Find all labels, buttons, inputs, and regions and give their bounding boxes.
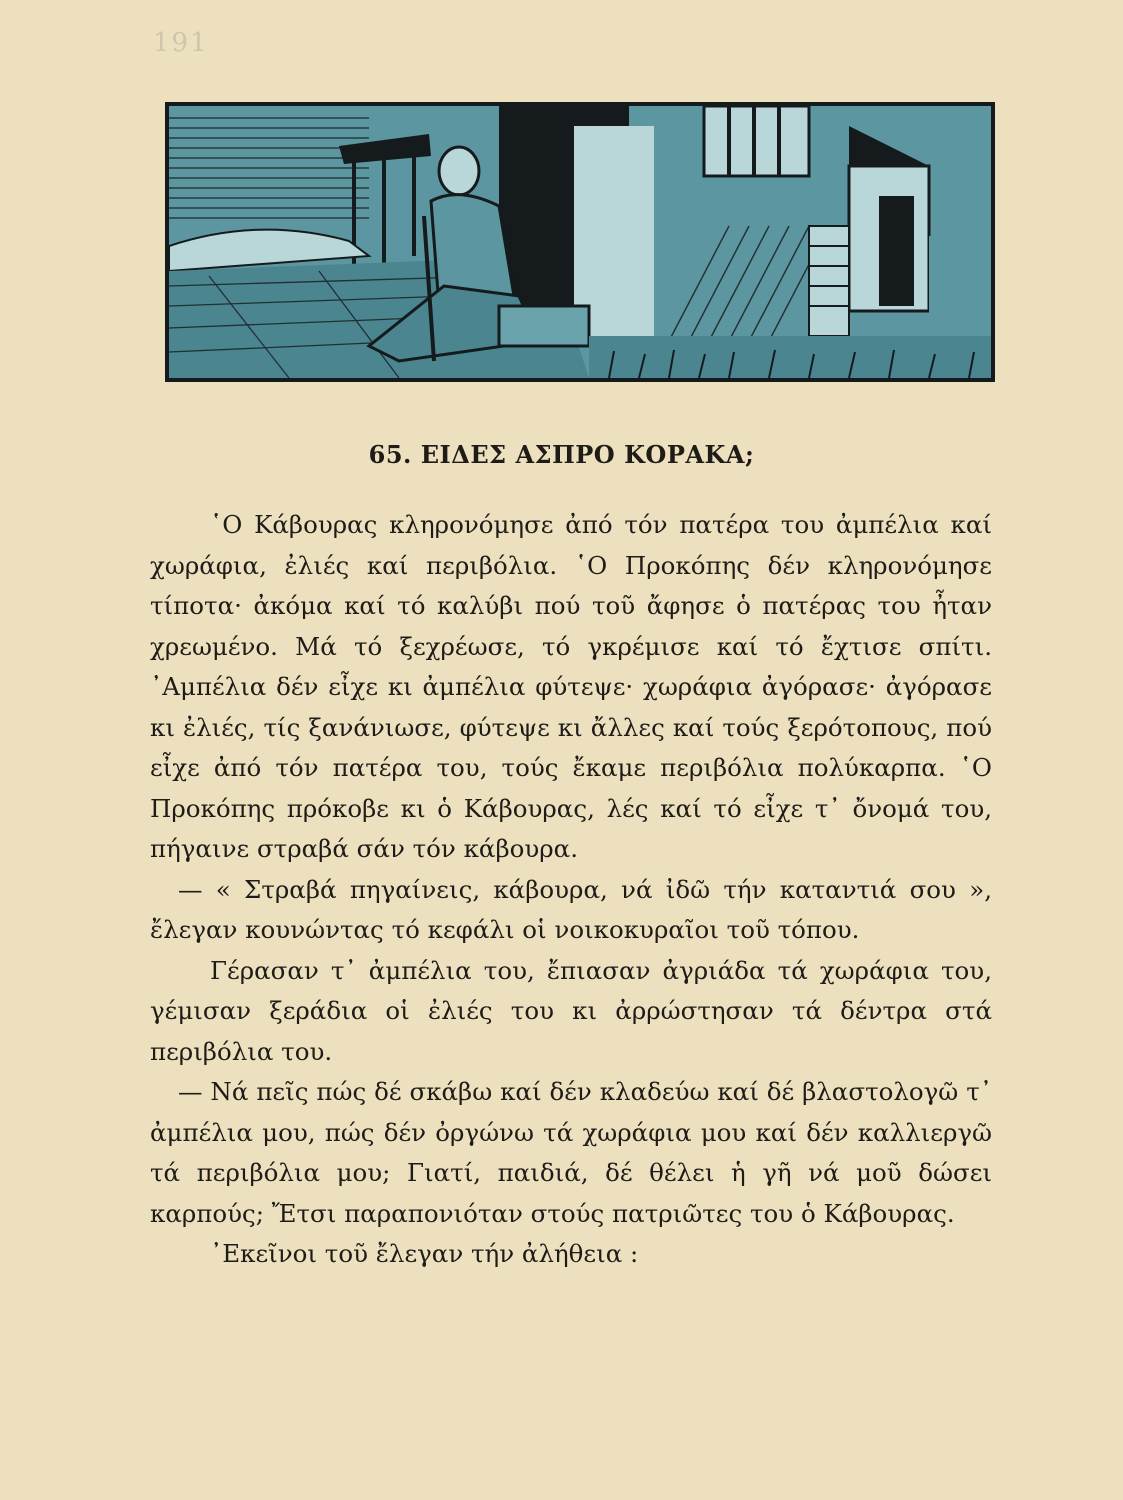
- small-roof: [849, 126, 929, 166]
- paragraph: ᾿Εκεῖνοι τοῦ ἔλεγαν τήν ἀλήθεια :: [210, 1239, 639, 1268]
- body-text: [150, 505, 992, 1275]
- paragraph: ῾Ο Κάβουρας κληρονόμησε ἀπό τόν πατέρα του ἀμπέλια καί χωράφια, ἐλιές καί περιβόλια. ῾Ο Προκόπης δέν κληρονόμησε τίποτα· ἀκόμα καί τό καλύβι πού τοῦ ἄφησε ὁ πατέρας του ἦταν χρεωμένο. Μά τό ξεχρέωσε, τό γκρέμισε καί τό ἔχτισε σπίτι. ᾿Αμπέλια δέν εἶχε κι ἀμπέλια φύτεψε· χωράφια ἀγόρασε· ἀγόρασε κι ἐλιές, τίς ξανάνιωσε, φύτεψε κι ἄλλες καί τούς ξερότοπους, πού εἶχε ἀπό τόν πατέρα του, τούς ἔκαμε περιβόλια πολύκαρπα. ῾Ο Προκόπης πρόκοβε κι ὁ Κάβουρας, λές καί τό εἶχε τ᾿ ὄνομά του, πήγαινε στραβά σάν τόν κάβουρα.: [150, 510, 992, 863]
- right-field: [929, 236, 991, 346]
- dialogue-paragraph: — « Στραβά πηγαίνεις, κάβουρα, νά ἰδῶ τήν καταντιά σου », ἔλεγαν κουνώντας τό κεφάλι οἱ νοικοκυραῖοι τοῦ τόπου.: [150, 874, 992, 944]
- woodcut-illustration: [165, 102, 995, 382]
- page-number: 191: [153, 28, 209, 58]
- paragraph: Γέρασαν τ᾿ ἀμπέλια του, ἔπιασαν ἀγριάδα τά χωράφια του, γέμισαν ξεράδια οἱ ἐλιές του κι ἀρρώστησαν τά δέντρα στά περιβόλια του.: [150, 955, 992, 1066]
- brick-wall: [809, 226, 849, 336]
- woodcut-scene: [169, 106, 991, 378]
- small-door: [879, 196, 914, 306]
- sky-hatching: [169, 118, 369, 218]
- window: [704, 106, 809, 176]
- dialogue-paragraph: — Νά πεῖς πώς δέ σκάβω καί δέν κλαδεύω καί δέ βλαστολογῶ τ᾿ ἀμπέλια μου, πώς δέν ὀργώνω τά χωράφια μου καί δέν καλλιεργῶ τά περιβόλια μου; Γιατί, παιδιά, δέ θέλει ἡ γῆ νά μοῦ δώσει καρπούς; Ἔτσι παραπονιόταν στούς πατριῶτες του ὁ Κάβουρας.: [150, 1077, 992, 1228]
- chapter-title: 65. ΕΙΔΕΣ ΑΣΠΡΟ ΚΟΡΑΚΑ;: [368, 440, 755, 469]
